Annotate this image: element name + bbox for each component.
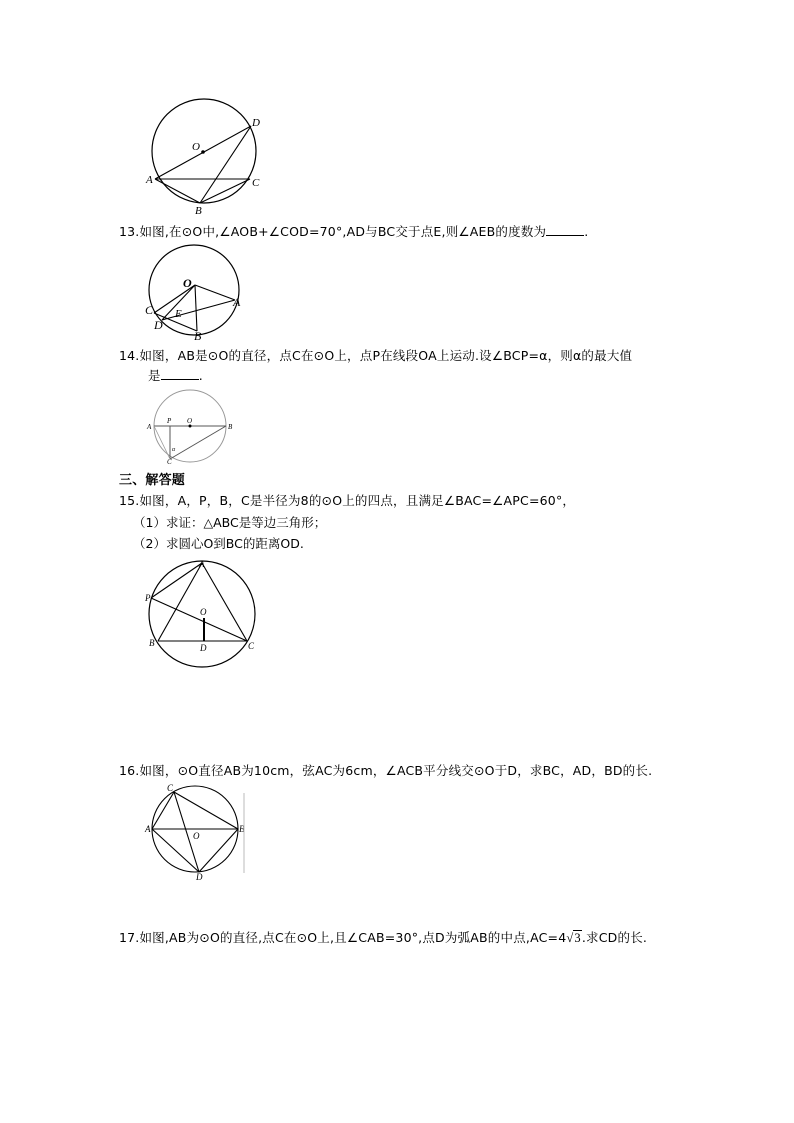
- label-P: P: [167, 417, 172, 425]
- label-B: B: [195, 205, 202, 217]
- question-13-text: 13.如图,在⊙O中,∠AOB+∠COD=70°,AD与BC交于点E,则∠AEB的度数为: [119, 224, 547, 239]
- segment-AD: [162, 300, 235, 320]
- label-A: A: [147, 423, 152, 431]
- label-D: D: [154, 318, 163, 332]
- segment-OB: [195, 285, 197, 331]
- question-17: [119, 928, 647, 948]
- segment-AC: [152, 792, 174, 829]
- section-heading-3: 三、解答题: [119, 473, 186, 488]
- label-O: O: [187, 417, 193, 425]
- label-B: B: [149, 638, 155, 648]
- label-O: O: [200, 607, 207, 617]
- sqrt-radicand: 3: [574, 931, 581, 945]
- label-O: O: [193, 831, 200, 841]
- segment-AB: [155, 179, 200, 203]
- question-17-text-after: .求CD的长.: [581, 930, 648, 945]
- question-14-line2: 是: [148, 368, 161, 383]
- label-D: D: [196, 872, 203, 880]
- label-C: C: [167, 783, 174, 793]
- label-D: D: [200, 643, 207, 653]
- label-C: C: [167, 458, 172, 464]
- answer-blank-13[interactable]: [546, 223, 584, 236]
- question-15: 15.如图，A，P，B，C是半径为8的⊙O上的四点，且满足∠BAC=∠APC=60°，: [119, 493, 576, 508]
- label-E: E: [175, 308, 182, 320]
- segment-PA: [151, 563, 202, 598]
- label-A: A: [145, 824, 151, 834]
- question-15-part-1: （1）求证：△ABC是等边三角形；: [133, 515, 327, 530]
- label-O: O: [192, 141, 200, 153]
- label-B: B: [239, 824, 245, 834]
- label-A: A: [146, 174, 153, 186]
- segment-PC: [151, 598, 247, 641]
- segment-OA: [195, 285, 235, 300]
- figure-q12: [140, 93, 270, 218]
- segment-CA: [202, 563, 247, 641]
- sqrt-symbol: √3: [566, 931, 581, 945]
- segment-CB: [170, 426, 226, 459]
- label-D: D: [252, 117, 260, 129]
- figure-q13: [142, 243, 244, 341]
- segment-AB: [158, 563, 202, 641]
- label-B: B: [194, 329, 202, 341]
- answer-blank-14[interactable]: [161, 367, 199, 380]
- figure-q16: [143, 783, 245, 880]
- label-C: C: [248, 641, 255, 651]
- question-14-line1: 14.如图，AB是⊙O的直径，点C在⊙O上，点P在线段OA上运动.设∠BCP=α，则α的最大值: [119, 348, 633, 363]
- segment-CA: [154, 426, 170, 459]
- label-C: C: [252, 177, 260, 189]
- label-alpha: α: [172, 447, 176, 453]
- label-B: B: [228, 423, 233, 431]
- question-16: 16.如图，⊙O直径AB为10cm，弦AC为6cm，∠ACB平分线交⊙O于D，求BC，AD，BD的长.: [119, 763, 653, 778]
- figure-q15: [143, 558, 261, 670]
- label-A: A: [199, 559, 205, 569]
- question-14: 14.如图，AB是⊙O的直径，点C在⊙O上，点P在线段OA上运动.设∠BCP=α，则α的最大值 是 .: [119, 348, 633, 383]
- center-point: [201, 150, 205, 154]
- figure-q14: [143, 389, 239, 464]
- label-C: C: [145, 303, 154, 317]
- question-17-text-before: 17.如图,AB为⊙O的直径,点C在⊙O上,且∠CAB=30°,点D为弧AB的中点,AC=4: [119, 930, 567, 945]
- question-13: 13.如图,在⊙O中,∠AOB+∠COD=70°,AD与BC交于点E,则∠AEB的度数为 .: [119, 224, 589, 239]
- label-P: P: [145, 593, 151, 603]
- label-O: O: [183, 276, 192, 290]
- label-A: A: [233, 295, 241, 309]
- segment-BD: [200, 126, 251, 203]
- question-15-part-2: （2）求圆心O到BC的距离OD.: [133, 536, 304, 551]
